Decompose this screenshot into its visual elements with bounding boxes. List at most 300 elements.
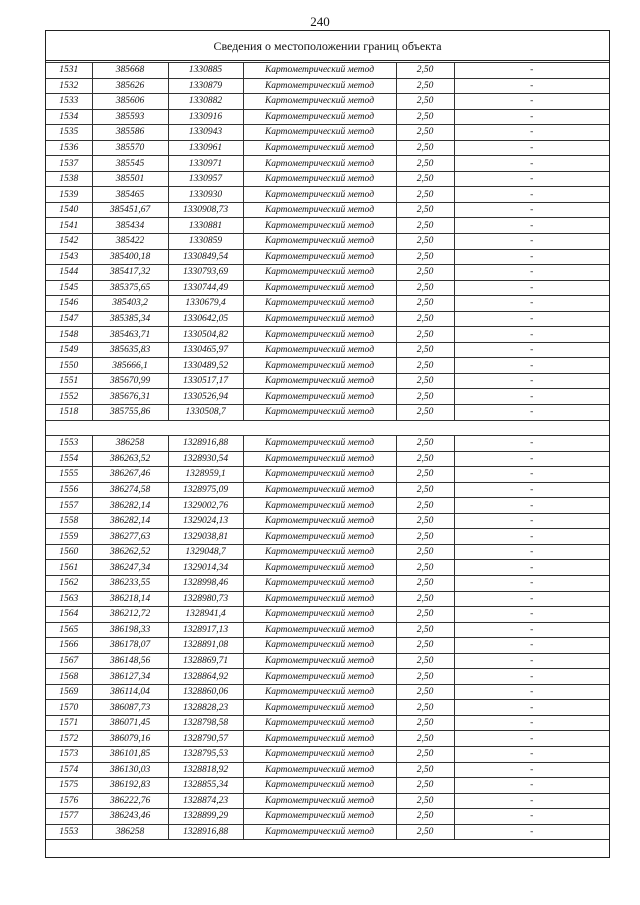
description-cell: - xyxy=(454,187,609,203)
x-coordinate-cell: 386263,52 xyxy=(92,451,168,467)
accuracy-cell: 2,50 xyxy=(396,747,454,763)
table-row xyxy=(46,109,609,125)
x-coordinate-cell: 386192,83 xyxy=(92,778,168,794)
table-row xyxy=(46,544,609,560)
y-coordinate-cell: 1328980,73 xyxy=(168,591,243,607)
x-coordinate-cell: 386101,85 xyxy=(92,747,168,763)
table-row xyxy=(46,498,609,514)
accuracy-cell: 2,50 xyxy=(396,498,454,514)
description-cell: - xyxy=(454,700,609,716)
point-number-cell: 1545 xyxy=(46,280,92,296)
x-coordinate-cell: 385403,2 xyxy=(92,296,168,312)
accuracy-cell: 2,50 xyxy=(396,513,454,529)
point-number-cell: 1533 xyxy=(46,94,92,110)
description-cell: - xyxy=(454,684,609,700)
table-row xyxy=(46,311,609,327)
point-number-cell: 1544 xyxy=(46,265,92,281)
method-cell: Картометрический метод xyxy=(243,809,396,825)
point-number-cell: 1539 xyxy=(46,187,92,203)
method-cell: Картометрический метод xyxy=(243,296,396,312)
method-cell: Картометрический метод xyxy=(243,109,396,125)
accuracy-cell: 2,50 xyxy=(396,451,454,467)
y-coordinate-cell: 1330881 xyxy=(168,218,243,234)
table-row xyxy=(46,249,609,265)
method-cell: Картометрический метод xyxy=(243,731,396,747)
y-coordinate-cell: 1330908,73 xyxy=(168,202,243,218)
description-cell: - xyxy=(454,809,609,825)
table-row xyxy=(46,638,609,654)
method-cell: Картометрический метод xyxy=(243,762,396,778)
description-cell: - xyxy=(454,762,609,778)
table-row xyxy=(46,622,609,638)
description-cell: - xyxy=(454,94,609,110)
description-cell: - xyxy=(454,622,609,638)
x-coordinate-cell: 385463,71 xyxy=(92,327,168,343)
method-cell: Картометрический метод xyxy=(243,653,396,669)
table-row xyxy=(46,389,609,405)
description-cell: - xyxy=(454,389,609,405)
y-coordinate-cell: 1329024,13 xyxy=(168,513,243,529)
x-coordinate-cell: 386079,16 xyxy=(92,731,168,747)
description-cell: - xyxy=(454,125,609,141)
point-number-cell: 1534 xyxy=(46,109,92,125)
accuracy-cell: 2,50 xyxy=(396,669,454,685)
accuracy-cell: 2,50 xyxy=(396,405,454,421)
method-cell: Картометрический метод xyxy=(243,529,396,545)
x-coordinate-cell: 386274,58 xyxy=(92,482,168,498)
accuracy-cell: 2,50 xyxy=(396,125,454,141)
y-coordinate-cell: 1328975,09 xyxy=(168,482,243,498)
accuracy-cell: 2,50 xyxy=(396,529,454,545)
method-cell: Картометрический метод xyxy=(243,638,396,654)
method-cell: Картометрический метод xyxy=(243,265,396,281)
method-cell: Картометрический метод xyxy=(243,451,396,467)
table-row xyxy=(46,731,609,747)
point-number-cell: 1535 xyxy=(46,125,92,141)
x-coordinate-cell: 385666,1 xyxy=(92,358,168,374)
description-cell: - xyxy=(454,793,609,809)
description-cell: - xyxy=(454,358,609,374)
x-coordinate-cell: 385606 xyxy=(92,94,168,110)
method-cell: Картометрический метод xyxy=(243,171,396,187)
point-number-cell: 1564 xyxy=(46,607,92,623)
accuracy-cell: 2,50 xyxy=(396,607,454,623)
method-cell: Картометрический метод xyxy=(243,218,396,234)
point-number-cell: 1548 xyxy=(46,327,92,343)
y-coordinate-cell: 1330504,82 xyxy=(168,327,243,343)
description-cell: - xyxy=(454,218,609,234)
description-cell: - xyxy=(454,824,609,840)
accuracy-cell: 2,50 xyxy=(396,824,454,840)
accuracy-cell: 2,50 xyxy=(396,249,454,265)
method-cell: Картометрический метод xyxy=(243,513,396,529)
point-number-cell: 1557 xyxy=(46,498,92,514)
accuracy-cell: 2,50 xyxy=(396,762,454,778)
coordinates-table xyxy=(46,62,609,840)
accuracy-cell: 2,50 xyxy=(396,778,454,794)
description-cell: - xyxy=(454,591,609,607)
accuracy-cell: 2,50 xyxy=(396,389,454,405)
point-number-cell: 1574 xyxy=(46,762,92,778)
description-cell: - xyxy=(454,342,609,358)
table-row xyxy=(46,529,609,545)
table-row xyxy=(46,809,609,825)
point-number-cell: 1543 xyxy=(46,249,92,265)
table-row xyxy=(46,700,609,716)
x-coordinate-cell: 385400,18 xyxy=(92,249,168,265)
table-row xyxy=(46,327,609,343)
description-cell: - xyxy=(454,467,609,483)
x-coordinate-cell: 385422 xyxy=(92,234,168,250)
point-number-cell: 1542 xyxy=(46,234,92,250)
x-coordinate-cell: 386218,14 xyxy=(92,591,168,607)
table-row xyxy=(46,78,609,94)
point-number-cell: 1567 xyxy=(46,653,92,669)
point-number-cell: 1561 xyxy=(46,560,92,576)
table-row xyxy=(46,824,609,840)
method-cell: Картометрический метод xyxy=(243,622,396,638)
description-cell: - xyxy=(454,513,609,529)
table-row xyxy=(46,94,609,110)
table-row xyxy=(46,140,609,156)
table-row xyxy=(46,793,609,809)
table-row xyxy=(46,715,609,731)
method-cell: Картометрический метод xyxy=(243,234,396,250)
method-cell: Картометрический метод xyxy=(243,311,396,327)
table-row xyxy=(46,482,609,498)
description-cell: - xyxy=(454,498,609,514)
y-coordinate-cell: 1329048,7 xyxy=(168,544,243,560)
accuracy-cell: 2,50 xyxy=(396,234,454,250)
x-coordinate-cell: 386198,33 xyxy=(92,622,168,638)
coordinates-table-body xyxy=(46,63,609,840)
x-coordinate-cell: 385545 xyxy=(92,156,168,172)
method-cell: Картометрический метод xyxy=(243,747,396,763)
y-coordinate-cell: 1328818,92 xyxy=(168,762,243,778)
point-number-cell: 1563 xyxy=(46,591,92,607)
method-cell: Картометрический метод xyxy=(243,467,396,483)
point-number-cell: 1556 xyxy=(46,482,92,498)
y-coordinate-cell: 1330793,69 xyxy=(168,265,243,281)
accuracy-cell: 2,50 xyxy=(396,731,454,747)
description-cell: - xyxy=(454,63,609,79)
table-row xyxy=(46,653,609,669)
method-cell: Картометрический метод xyxy=(243,560,396,576)
point-number-cell: 1518 xyxy=(46,405,92,421)
y-coordinate-cell: 1328798,58 xyxy=(168,715,243,731)
point-number-cell: 1566 xyxy=(46,638,92,654)
description-cell: - xyxy=(454,156,609,172)
description-cell: - xyxy=(454,669,609,685)
point-number-cell: 1550 xyxy=(46,358,92,374)
x-coordinate-cell: 386233,55 xyxy=(92,576,168,592)
table-row xyxy=(46,280,609,296)
x-coordinate-cell: 385451,67 xyxy=(92,202,168,218)
accuracy-cell: 2,50 xyxy=(396,109,454,125)
x-coordinate-cell: 386277,63 xyxy=(92,529,168,545)
point-number-cell: 1540 xyxy=(46,202,92,218)
description-cell: - xyxy=(454,731,609,747)
accuracy-cell: 2,50 xyxy=(396,280,454,296)
description-cell: - xyxy=(454,560,609,576)
accuracy-cell: 2,50 xyxy=(396,373,454,389)
description-cell: - xyxy=(454,544,609,560)
table-row xyxy=(46,560,609,576)
x-coordinate-cell: 386282,14 xyxy=(92,498,168,514)
description-cell: - xyxy=(454,607,609,623)
point-number-cell: 1569 xyxy=(46,684,92,700)
accuracy-cell: 2,50 xyxy=(396,202,454,218)
x-coordinate-cell: 386258 xyxy=(92,824,168,840)
description-cell: - xyxy=(454,653,609,669)
y-coordinate-cell: 1330849,54 xyxy=(168,249,243,265)
point-number-cell: 1538 xyxy=(46,171,92,187)
accuracy-cell: 2,50 xyxy=(396,187,454,203)
method-cell: Картометрический метод xyxy=(243,249,396,265)
accuracy-cell: 2,50 xyxy=(396,591,454,607)
method-cell: Картометрический метод xyxy=(243,824,396,840)
method-cell: Картометрический метод xyxy=(243,436,396,452)
y-coordinate-cell: 1330526,94 xyxy=(168,389,243,405)
table-row xyxy=(46,296,609,312)
x-coordinate-cell: 386247,34 xyxy=(92,560,168,576)
method-cell: Картометрический метод xyxy=(243,156,396,172)
group-separator-row xyxy=(46,420,609,436)
table-row xyxy=(46,265,609,281)
y-coordinate-cell: 1330957 xyxy=(168,171,243,187)
method-cell: Картометрический метод xyxy=(243,358,396,374)
y-coordinate-cell: 1328795,53 xyxy=(168,747,243,763)
method-cell: Картометрический метод xyxy=(243,684,396,700)
method-cell: Картометрический метод xyxy=(243,342,396,358)
y-coordinate-cell: 1330971 xyxy=(168,156,243,172)
method-cell: Картометрический метод xyxy=(243,63,396,79)
method-cell: Картометрический метод xyxy=(243,327,396,343)
x-coordinate-cell: 386212,72 xyxy=(92,607,168,623)
table-row xyxy=(46,591,609,607)
table-row xyxy=(46,187,609,203)
description-cell: - xyxy=(454,140,609,156)
method-cell: Картометрический метод xyxy=(243,544,396,560)
x-coordinate-cell: 385668 xyxy=(92,63,168,79)
y-coordinate-cell: 1328874,23 xyxy=(168,793,243,809)
accuracy-cell: 2,50 xyxy=(396,342,454,358)
y-coordinate-cell: 1328959,1 xyxy=(168,467,243,483)
y-coordinate-cell: 1330508,7 xyxy=(168,405,243,421)
description-cell: - xyxy=(454,451,609,467)
y-coordinate-cell: 1328864,92 xyxy=(168,669,243,685)
table-row xyxy=(46,125,609,141)
point-number-cell: 1532 xyxy=(46,78,92,94)
method-cell: Картометрический метод xyxy=(243,405,396,421)
y-coordinate-cell: 1330517,17 xyxy=(168,373,243,389)
accuracy-cell: 2,50 xyxy=(396,544,454,560)
method-cell: Картометрический метод xyxy=(243,373,396,389)
accuracy-cell: 2,50 xyxy=(396,327,454,343)
page-number: 240 xyxy=(310,14,330,29)
accuracy-cell: 2,50 xyxy=(396,94,454,110)
x-coordinate-cell: 386114,04 xyxy=(92,684,168,700)
accuracy-cell: 2,50 xyxy=(396,78,454,94)
y-coordinate-cell: 1328916,88 xyxy=(168,824,243,840)
method-cell: Картометрический метод xyxy=(243,140,396,156)
y-coordinate-cell: 1329038,81 xyxy=(168,529,243,545)
point-number-cell: 1553 xyxy=(46,436,92,452)
y-coordinate-cell: 1330943 xyxy=(168,125,243,141)
method-cell: Картометрический метод xyxy=(243,778,396,794)
description-cell: - xyxy=(454,747,609,763)
description-cell: - xyxy=(454,234,609,250)
table-row xyxy=(46,513,609,529)
point-number-cell: 1575 xyxy=(46,778,92,794)
point-number-cell: 1568 xyxy=(46,669,92,685)
accuracy-cell: 2,50 xyxy=(396,218,454,234)
description-cell: - xyxy=(454,576,609,592)
y-coordinate-cell: 1330489,52 xyxy=(168,358,243,374)
x-coordinate-cell: 386130,03 xyxy=(92,762,168,778)
accuracy-cell: 2,50 xyxy=(396,700,454,716)
accuracy-cell: 2,50 xyxy=(396,140,454,156)
description-cell: - xyxy=(454,373,609,389)
description-cell: - xyxy=(454,202,609,218)
method-cell: Картометрический метод xyxy=(243,187,396,203)
method-cell: Картометрический метод xyxy=(243,280,396,296)
accuracy-cell: 2,50 xyxy=(396,576,454,592)
point-number-cell: 1537 xyxy=(46,156,92,172)
method-cell: Картометрический метод xyxy=(243,591,396,607)
y-coordinate-cell: 1328790,57 xyxy=(168,731,243,747)
x-coordinate-cell: 385570 xyxy=(92,140,168,156)
y-coordinate-cell: 1330916 xyxy=(168,109,243,125)
accuracy-cell: 2,50 xyxy=(396,560,454,576)
x-coordinate-cell: 385635,83 xyxy=(92,342,168,358)
accuracy-cell: 2,50 xyxy=(396,622,454,638)
x-coordinate-cell: 385501 xyxy=(92,171,168,187)
table-row xyxy=(46,63,609,79)
method-cell: Картометрический метод xyxy=(243,793,396,809)
table-row xyxy=(46,218,609,234)
y-coordinate-cell: 1328860,06 xyxy=(168,684,243,700)
description-cell: - xyxy=(454,482,609,498)
x-coordinate-cell: 386087,73 xyxy=(92,700,168,716)
point-number-cell: 1549 xyxy=(46,342,92,358)
x-coordinate-cell: 386258 xyxy=(92,436,168,452)
y-coordinate-cell: 1330679,4 xyxy=(168,296,243,312)
x-coordinate-cell: 386222,76 xyxy=(92,793,168,809)
description-cell: - xyxy=(454,249,609,265)
point-number-cell: 1553 xyxy=(46,824,92,840)
table-row xyxy=(46,358,609,374)
y-coordinate-cell: 1328916,88 xyxy=(168,436,243,452)
accuracy-cell: 2,50 xyxy=(396,809,454,825)
accuracy-cell: 2,50 xyxy=(396,638,454,654)
x-coordinate-cell: 385755,86 xyxy=(92,405,168,421)
table-row xyxy=(46,607,609,623)
table-row xyxy=(46,234,609,250)
point-number-cell: 1531 xyxy=(46,63,92,79)
table-row xyxy=(46,171,609,187)
accuracy-cell: 2,50 xyxy=(396,715,454,731)
y-coordinate-cell: 1328930,54 xyxy=(168,451,243,467)
table-row xyxy=(46,202,609,218)
point-number-cell: 1573 xyxy=(46,747,92,763)
x-coordinate-cell: 386262,52 xyxy=(92,544,168,560)
accuracy-cell: 2,50 xyxy=(396,311,454,327)
point-number-cell: 1558 xyxy=(46,513,92,529)
accuracy-cell: 2,50 xyxy=(396,63,454,79)
x-coordinate-cell: 385434 xyxy=(92,218,168,234)
method-cell: Картометрический метод xyxy=(243,389,396,405)
accuracy-cell: 2,50 xyxy=(396,265,454,281)
method-cell: Картометрический метод xyxy=(243,94,396,110)
x-coordinate-cell: 385375,65 xyxy=(92,280,168,296)
y-coordinate-cell: 1330642,05 xyxy=(168,311,243,327)
x-coordinate-cell: 386127,34 xyxy=(92,669,168,685)
point-number-cell: 1572 xyxy=(46,731,92,747)
method-cell: Картометрический метод xyxy=(243,78,396,94)
y-coordinate-cell: 1328917,13 xyxy=(168,622,243,638)
method-cell: Картометрический метод xyxy=(243,700,396,716)
description-cell: - xyxy=(454,265,609,281)
x-coordinate-cell: 386267,46 xyxy=(92,467,168,483)
description-cell: - xyxy=(454,78,609,94)
point-number-cell: 1562 xyxy=(46,576,92,592)
boundary-table-frame xyxy=(45,30,610,858)
description-cell: - xyxy=(454,778,609,794)
point-number-cell: 1570 xyxy=(46,700,92,716)
method-cell: Картометрический метод xyxy=(243,669,396,685)
x-coordinate-cell: 386071,45 xyxy=(92,715,168,731)
method-cell: Картометрический метод xyxy=(243,576,396,592)
x-coordinate-cell: 385417,32 xyxy=(92,265,168,281)
point-number-cell: 1577 xyxy=(46,809,92,825)
description-cell: - xyxy=(454,405,609,421)
y-coordinate-cell: 1330879 xyxy=(168,78,243,94)
description-cell: - xyxy=(454,715,609,731)
description-cell: - xyxy=(454,311,609,327)
y-coordinate-cell: 1328891,08 xyxy=(168,638,243,654)
point-number-cell: 1536 xyxy=(46,140,92,156)
table-row xyxy=(46,576,609,592)
table-row xyxy=(46,669,609,685)
description-cell: - xyxy=(454,109,609,125)
accuracy-cell: 2,50 xyxy=(396,436,454,452)
point-number-cell: 1554 xyxy=(46,451,92,467)
x-coordinate-cell: 386282,14 xyxy=(92,513,168,529)
accuracy-cell: 2,50 xyxy=(396,358,454,374)
description-cell: - xyxy=(454,171,609,187)
y-coordinate-cell: 1330885 xyxy=(168,63,243,79)
table-row xyxy=(46,436,609,452)
accuracy-cell: 2,50 xyxy=(396,653,454,669)
x-coordinate-cell: 385676,31 xyxy=(92,389,168,405)
y-coordinate-cell: 1328941,4 xyxy=(168,607,243,623)
y-coordinate-cell: 1328869,71 xyxy=(168,653,243,669)
accuracy-cell: 2,50 xyxy=(396,482,454,498)
method-cell: Картометрический метод xyxy=(243,482,396,498)
point-number-cell: 1547 xyxy=(46,311,92,327)
y-coordinate-cell: 1328998,46 xyxy=(168,576,243,592)
y-coordinate-cell: 1330882 xyxy=(168,94,243,110)
x-coordinate-cell: 385385,34 xyxy=(92,311,168,327)
table-row xyxy=(46,684,609,700)
description-cell: - xyxy=(454,280,609,296)
point-number-cell: 1571 xyxy=(46,715,92,731)
table-row xyxy=(46,778,609,794)
point-number-cell: 1576 xyxy=(46,793,92,809)
description-cell: - xyxy=(454,296,609,312)
point-number-cell: 1560 xyxy=(46,544,92,560)
